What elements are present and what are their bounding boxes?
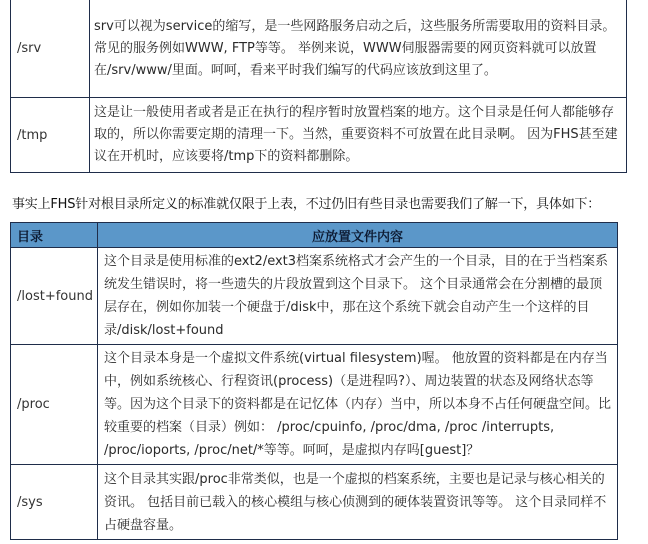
dir-desc-cell: 这是让一般使用者或者是正在执行的程序暂时放置档案的地方。这个目录是任何人都能够存取的，所以你需要定期的清理一下。当然，重要资料不可放置在此目录啊。 因为FHS甚至建议在开机时，应该要将/tmp下的资料都删除。 [90,98,627,173]
header-content: 应放置文件内容 [98,223,618,248]
dir-desc-cell: 这个目录是使用标准的ext2/ext3档案系统格式才会产生的一个目录，目的在于当档案系统发生错误时，将一些遗失的片段放置到这个目录下。 这个目录通常会在分割槽的最顶层存在，例如你加装一个硬盘于/disk中，那在这个系统下就会自动产生一个这样的目录/disk/lost+found [98,248,618,345]
table-row [11,98,627,173]
dir-desc-cell: 这个目录其实跟/proc非常类似，也是一个虚拟的档案系统，主要也是记录与核心相关的资讯。 包括目前已载入的核心模组与核心侦测到的硬体装置资讯等等。 这个目录同样不占硬盘容量。 [98,465,618,540]
dir-name-cell: /tmp [11,98,90,173]
dir-desc-cell: 这个目录本身是一个虚拟文件系统(virtual filesystem)喔。 他放置的资料都是在内存当中，例如系统核心、行程资讯(process)（是进程吗?）、周边装置的状态及网络状态等等。因为这个目录下的资料都是在记忆体（内存）当中，所以本身不占任何硬盘空间。比较重要的档案（目录）例如： /proc/cpuinfo, /proc/dma, /proc /interrupts, /proc/ioports, /proc/net/*等等。呵呵，是虚拟内存吗[guest]？ [98,345,618,465]
table-row [11,0,627,98]
fhs-table-extra [10,222,618,540]
table-header-row [11,223,618,248]
dir-name-cell: /srv [11,0,90,98]
dir-name-cell: /lost+found [11,248,98,345]
table-row [11,248,618,345]
dir-name-cell: /proc [11,345,98,465]
intro-paragraph: 事实上FHS针对根目录所定义的标准就仅限于上表，不过仍旧有些目录也需要我们了解一下，具体如下： [12,197,601,212]
dir-desc-cell: srv可以视为service的缩写，是一些网路服务启动之后，这些服务所需要取用的资料目录。 常见的服务例如WWW, FTP等等。 举例来说，WWW伺服器需要的网页资料就可以放置在/srv/www/里面。呵呵，看来平时我们编写的代码应该放到这里了。 [90,0,627,98]
table-row [11,345,618,465]
dir-name-cell: /sys [11,465,98,540]
table-row [11,465,618,540]
fhs-table-top [10,0,627,173]
header-directory: 目录 [11,223,98,248]
